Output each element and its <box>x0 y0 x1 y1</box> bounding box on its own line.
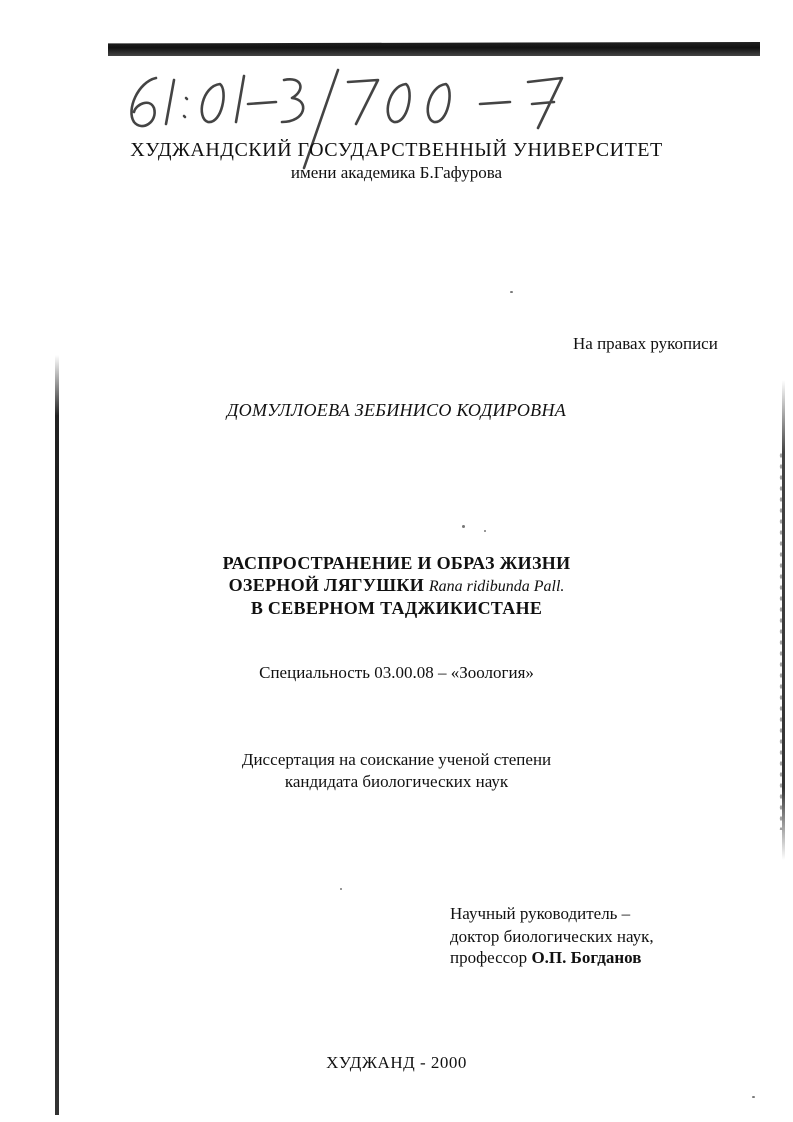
svg-text:61:01-3/700-7: 61:01-3/700-7 <box>116 60 122 61</box>
scan-speck <box>462 525 465 528</box>
scan-speck <box>752 1096 755 1098</box>
scan-speck <box>484 530 486 532</box>
scan-edge-left <box>55 355 59 1115</box>
university-name: ХУДЖАНДСКИЙ ГОСУДАРСТВЕННЫЙ УНИВЕРСИТЕТ <box>130 139 663 161</box>
scan-edge-top <box>108 42 760 56</box>
title-line-2 <box>0 575 793 596</box>
species-latin-name: Rana ridibunda Pall. <box>428 578 565 595</box>
title-line-1: РАСПРОСТРАНЕНИЕ И ОБРАЗ ЖИЗНИ <box>222 553 571 573</box>
author-name: ДОМУЛЛОЕВА ЗЕБИНИСО КОДИРОВНА <box>226 400 567 420</box>
dissertation-line-2: кандидата биологических наук <box>284 772 509 791</box>
supervisor-line-2: доктор биологических наук, <box>450 927 654 946</box>
supervisor-name: О.П. Богданов <box>531 948 642 967</box>
city-year: ХУДЖАНД - 2000 <box>326 1053 467 1072</box>
scan-speck <box>340 888 342 890</box>
supervisor-line-3 <box>450 948 641 968</box>
scan-speck <box>510 291 513 293</box>
title-line-2-text: ОЗЕРНОЙ ЛЯГУШКИ <box>228 575 425 595</box>
university-subtitle: имени академика Б.Гафурова <box>290 163 503 182</box>
manuscript-note: На правах рукописи <box>573 334 718 353</box>
supervisor-title: профессор <box>450 948 528 967</box>
title-line-3: В СЕВЕРНОМ ТАДЖИКИСТАНЕ <box>250 598 543 618</box>
dissertation-line-1: Диссертация на соискание ученой степени <box>241 750 552 769</box>
supervisor-line-1: Научный руководитель – <box>450 904 631 923</box>
specialty: Специальность 03.00.08 – «Зоология» <box>259 663 534 682</box>
